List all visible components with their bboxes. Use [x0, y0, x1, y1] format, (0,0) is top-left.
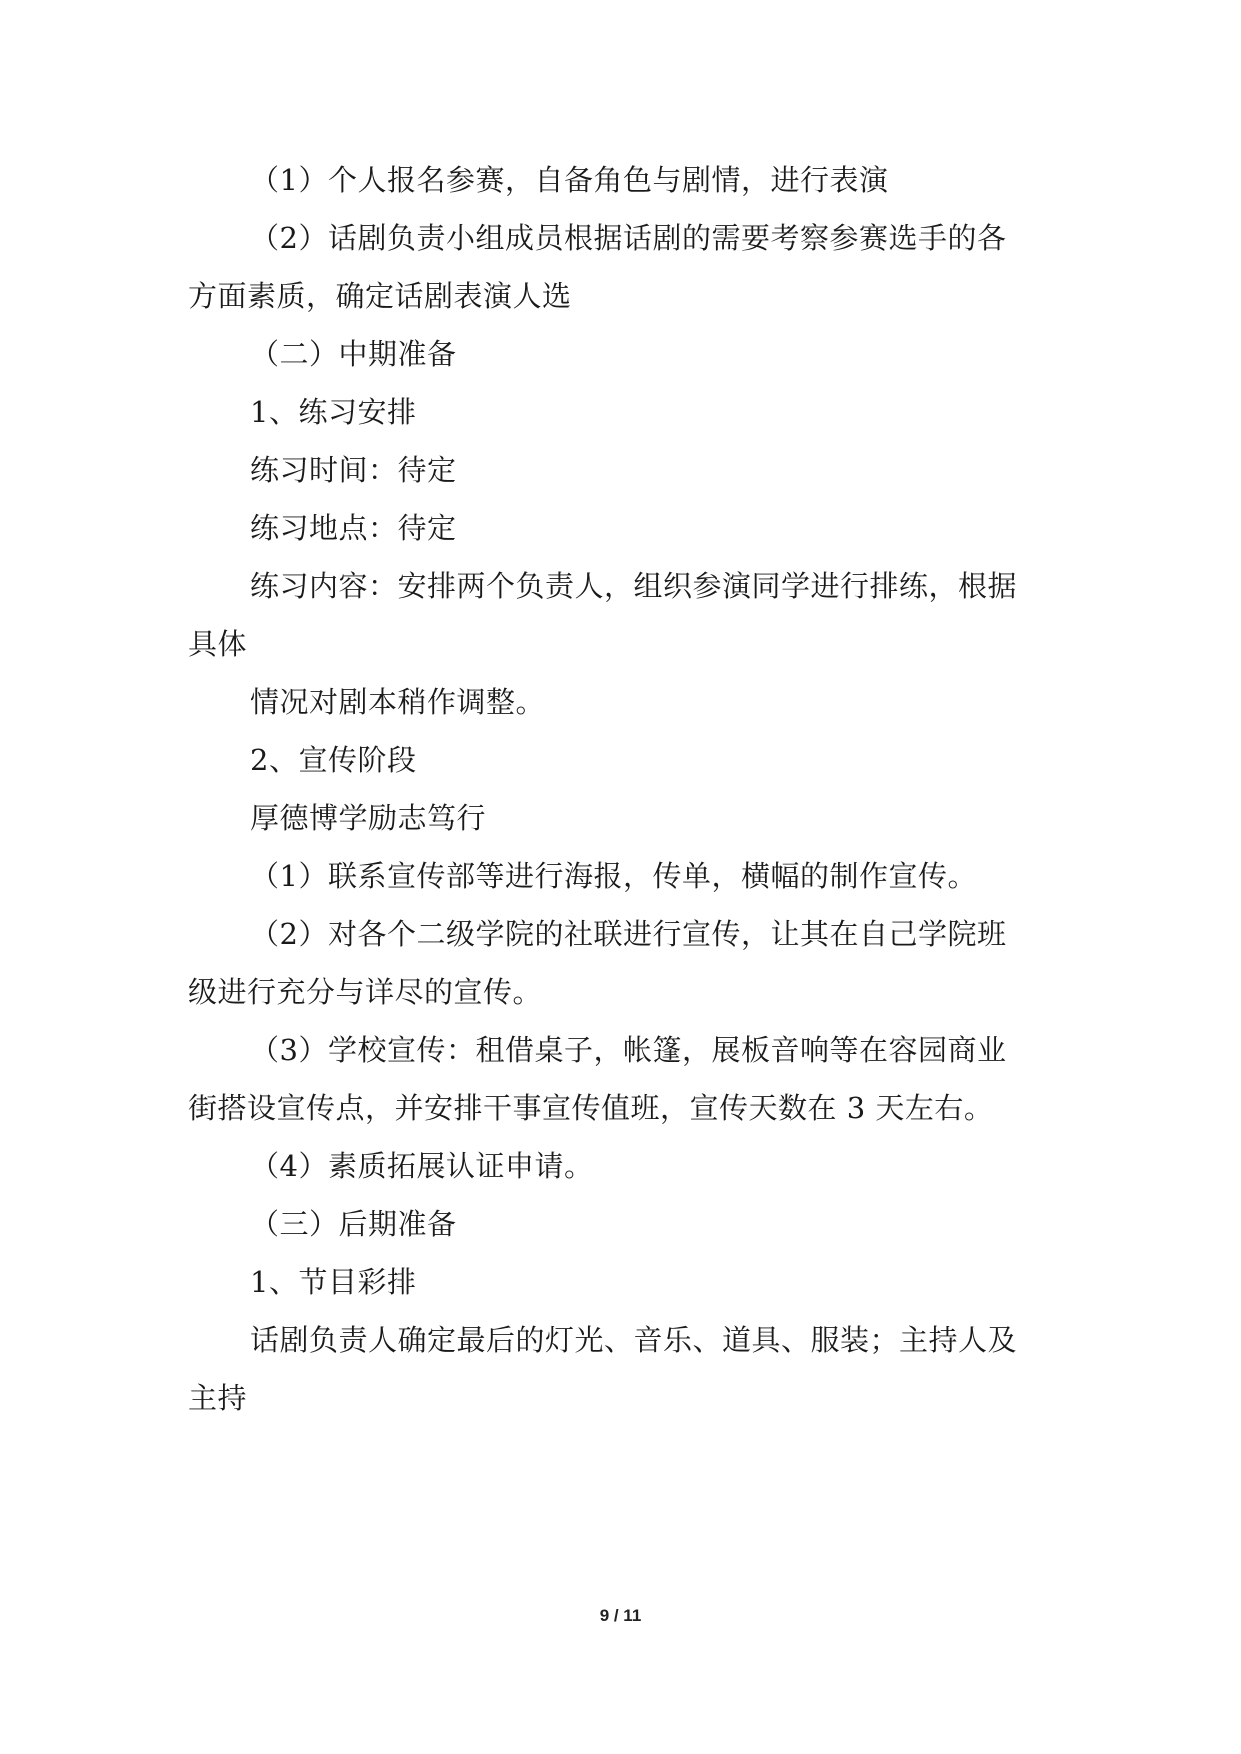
paragraph-line: 主持	[188, 1381, 248, 1415]
paragraph-line: （1）个人报名参赛，自备角色与剧情，进行表演	[250, 163, 889, 197]
paragraph-line: 情况对剧本稍作调整。	[250, 685, 546, 719]
paragraph-line: 练习内容：安排两个负责人，组织参演同学进行排练，根据	[250, 569, 1018, 603]
section-heading: （二）中期准备	[250, 337, 457, 371]
paragraph-line: 厚德博学励志笃行	[250, 801, 487, 835]
paragraph-line: 练习地点：待定	[250, 511, 457, 545]
subsection-heading: 1、练习安排	[250, 395, 417, 429]
paragraph-line: （2）对各个二级学院的社联进行宣传，让其在自己学院班	[250, 917, 1007, 951]
subsection-heading: 2、宣传阶段	[250, 743, 417, 777]
paragraph-line: 话剧负责人确定最后的灯光、音乐、道具、服装；主持人及	[250, 1323, 1018, 1357]
paragraph-line: （4）素质拓展认证申请。	[250, 1149, 594, 1183]
paragraph-line: 练习时间：待定	[250, 453, 457, 487]
paragraph-line: （3）学校宣传：租借桌子，帐篷，展板音响等在容园商业	[250, 1033, 1007, 1067]
section-heading: （三）后期准备	[250, 1207, 457, 1241]
subsection-heading: 1、节目彩排	[250, 1265, 417, 1299]
paragraph-line: 街搭设宣传点，并安排干事宣传值班，宣传天数在 3 天左右。	[188, 1091, 994, 1125]
paragraph-line: 方面素质，确定话剧表演人选	[188, 279, 572, 313]
page-number: 9 / 11	[599, 1606, 642, 1625]
paragraph-line: （2）话剧负责小组成员根据话剧的需要考察参赛选手的各	[250, 221, 1007, 255]
paragraph-line: 具体	[188, 627, 248, 661]
paragraph-line: （1）联系宣传部等进行海报，传单，横幅的制作宣传。	[250, 859, 977, 893]
paragraph-line: 级进行充分与详尽的宣传。	[188, 975, 543, 1009]
